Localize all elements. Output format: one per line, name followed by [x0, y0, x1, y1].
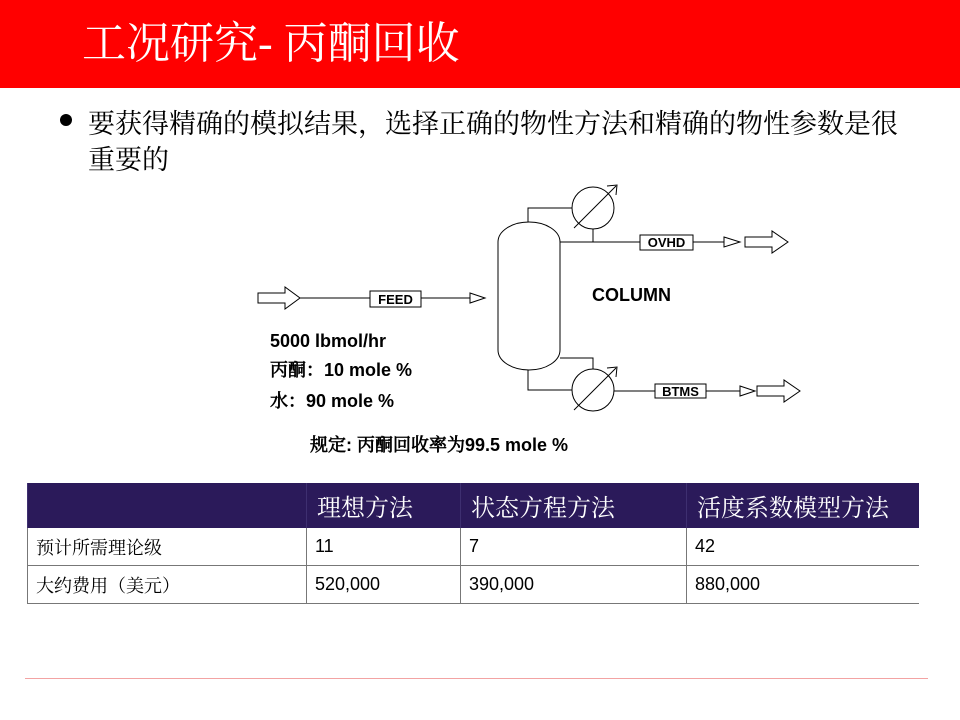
row-label-stages: 预计所需理论级 — [28, 528, 307, 566]
table-row — [28, 566, 919, 604]
feed-label: FEED — [378, 292, 413, 307]
condenser-icon — [572, 187, 614, 229]
acetone-fraction-text: 丙酮：10 mole % — [270, 360, 413, 380]
btms-arrowhead-icon — [740, 386, 755, 396]
btms-label: BTMS — [662, 384, 699, 399]
feed-rate-text: 5000 lbmol/hr — [270, 331, 387, 351]
table-cell: 390,000 — [461, 566, 687, 604]
reflux-line — [528, 208, 572, 222]
table-header-row — [28, 483, 919, 528]
feed-inlet-arrow-icon — [258, 287, 300, 309]
table-row — [28, 528, 919, 566]
reboiler-return-line — [560, 358, 593, 369]
table-cell: 42 — [687, 528, 919, 566]
ovhd-arrowhead-icon — [724, 237, 740, 247]
distillation-column — [498, 222, 560, 370]
table-cell: 520,000 — [307, 566, 461, 604]
table-header-eos: 状态方程方法 — [461, 483, 687, 528]
slide-title: 工况研究- 丙酮回收 — [82, 19, 460, 68]
bullet-text: 要获得精确的模拟结果，选择正确的物性方法和精确的物性参数是很重要的 — [88, 109, 898, 175]
footer-divider — [25, 678, 928, 679]
btms-outlet-arrow-icon — [757, 380, 800, 402]
property-method-table — [27, 483, 919, 604]
feed-arrowhead-icon — [470, 293, 485, 303]
ovhd-label: OVHD — [647, 235, 686, 250]
table-header-ideal: 理想方法 — [307, 483, 461, 528]
table-header-activity: 活度系数模型方法 — [687, 483, 919, 528]
column-label: COLUMN — [592, 285, 671, 305]
water-fraction-text: 水：90 mole % — [270, 391, 395, 411]
table-cell: 880,000 — [687, 566, 919, 604]
column-bottom-line — [528, 370, 572, 390]
reboiler-icon — [572, 369, 614, 411]
comparison-table — [27, 483, 918, 604]
specification-text: 规定: 丙酮回收率为99.5 mole % — [310, 435, 569, 455]
table-cell: 7 — [461, 528, 687, 566]
ovhd-outlet-arrow-icon — [745, 231, 788, 253]
row-label-cost: 大约费用（美元） — [28, 566, 307, 604]
table-cell: 11 — [307, 528, 461, 566]
table-header-blank — [28, 483, 307, 528]
